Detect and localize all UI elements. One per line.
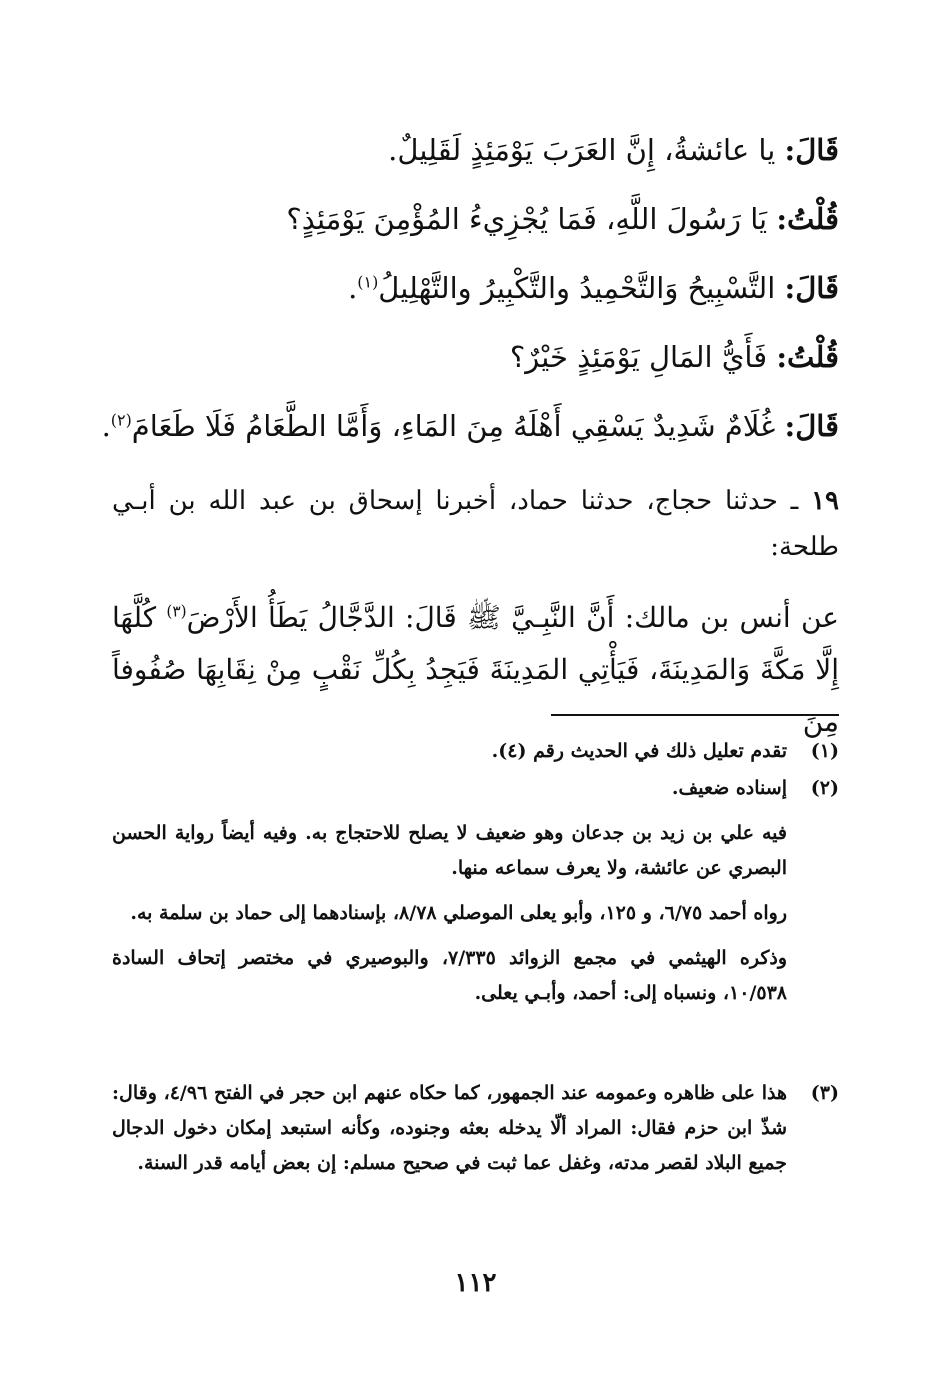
hadith-number: ١٩ <box>811 486 839 516</box>
footnote-text: فيه علي بن زيد بن جدعان وهو ضعيف لا يصلح للاحتجاج به. وفيه أيضاً رواية الحسن البصري عن عائشة، ولا يعرف سماعه منها. <box>112 822 787 879</box>
sentence-end: . <box>348 271 358 305</box>
dialogue-line <box>112 128 839 172</box>
dialogue-text: يا عائشةُ، إِنَّ العَرَبَ يَوْمَئِذٍ لَقَلِيلٌ. <box>388 133 776 167</box>
sentence-end: . <box>101 409 111 443</box>
footnote-text: إسناده ضعيف. <box>671 777 787 799</box>
footnote-ref[interactable]: (٢) <box>110 410 132 430</box>
dialogue-text: غُلَامٌ شَدِيدٌ يَسْقِي أَهْلَهُ مِنَ المَاءِ، وَأَمَّا الطَّعَامُ فَلَا طَعَامَ <box>131 409 776 443</box>
speaker-label: قُلْتُ: <box>776 340 839 374</box>
footnote <box>112 1076 839 1191</box>
speaker-label: قُلْتُ: <box>776 202 839 236</box>
dialogue-line <box>112 197 839 241</box>
footnote-text: رواه أحمد ٦/٧٥، و ١٢٥، وأبو يعلى الموصلي ٨/٧٨، بإسنادهما إلى حماد بن سلمة به. <box>130 902 787 924</box>
hadith-isnad <box>112 478 839 570</box>
footnote-mark: (١) <box>810 740 839 762</box>
speaker-label: قَالَ: <box>784 409 839 443</box>
footnote-divider <box>551 714 839 716</box>
dialogue-text: يَا رَسُولَ اللَّهِ، فَمَا يُجْزِيءُ المُؤْمِنَ يَوْمَئِذٍ؟ <box>286 202 768 236</box>
footnote-ref[interactable]: (٣) <box>166 602 187 621</box>
page-number: ١١٢ <box>454 1268 497 1298</box>
speaker-label: قَالَ: <box>784 271 839 305</box>
footnote-text: وذكره الهيثمي في مجمع الزوائد ٧/٣٣٥، والبوصيري في مختصر إتحاف السادة ١٠/٥٣٨، ونسباه إلى: أحمد، وأبـي يعلى. <box>112 947 788 1004</box>
hadith-matn <box>112 592 839 748</box>
matn-text: كُلَّهَا إِلَّا مَكَّةَ وَالمَدِينَةَ، فَيَأْتِي المَدِينَةَ فَيَجِدُ بِكُلِّ نَقْبٍ مِنْ نِقَابِهَا صُفُوفاً مِنَ <box>112 601 840 738</box>
footnote <box>112 771 839 1021</box>
footnote-text: هذا على ظاهره وعمومه عند الجمهور، كما حكاه عنهم ابن حجر في الفتح ٤/٩٦، وقال: شذّ ابن حزم فقال: المراد ألّا يدخله بعثه وجنوده، وكأنه استبعد إمكان دخول الدجال جميع البلاد لقصر مدته، وغفل عما ثبت في صحيح مسلم: إن بعض أيامه قدر السنة. <box>112 1082 787 1174</box>
dialogue-line <box>101 404 839 448</box>
speaker-label: قَالَ: <box>784 133 839 167</box>
footnote-mark: (٣) <box>810 1082 839 1104</box>
isnad-text: ـ حدثنا حجاج، حدثنا حماد، أخبرنا إسحاق بن عبد الله بن أبـي طلحة: <box>112 486 839 562</box>
footnote-mark: (٢) <box>810 777 839 799</box>
footnote-ref[interactable]: (١) <box>357 272 379 292</box>
matn-text: عن أنس بن مالك: أَنَّ النَّبِـيَّ ﷺ قَالَ: الدَّجَّالُ يَطَأُ الأَرْضَ <box>186 601 839 634</box>
footnote-text: تقدم تعليل ذلك في الحديث رقم (٤). <box>491 740 787 762</box>
dialogue-text: التَّسْبِيحُ وَالتَّحْمِيدُ والتَّكْبِيرُ والتَّهْلِيلُ <box>378 271 776 305</box>
dialogue-line <box>112 266 839 310</box>
dialogue-line <box>112 335 839 379</box>
dialogue-text: فَأَيُّ المَالِ يَوْمَئِذٍ خَيْرٌ؟ <box>509 340 768 374</box>
